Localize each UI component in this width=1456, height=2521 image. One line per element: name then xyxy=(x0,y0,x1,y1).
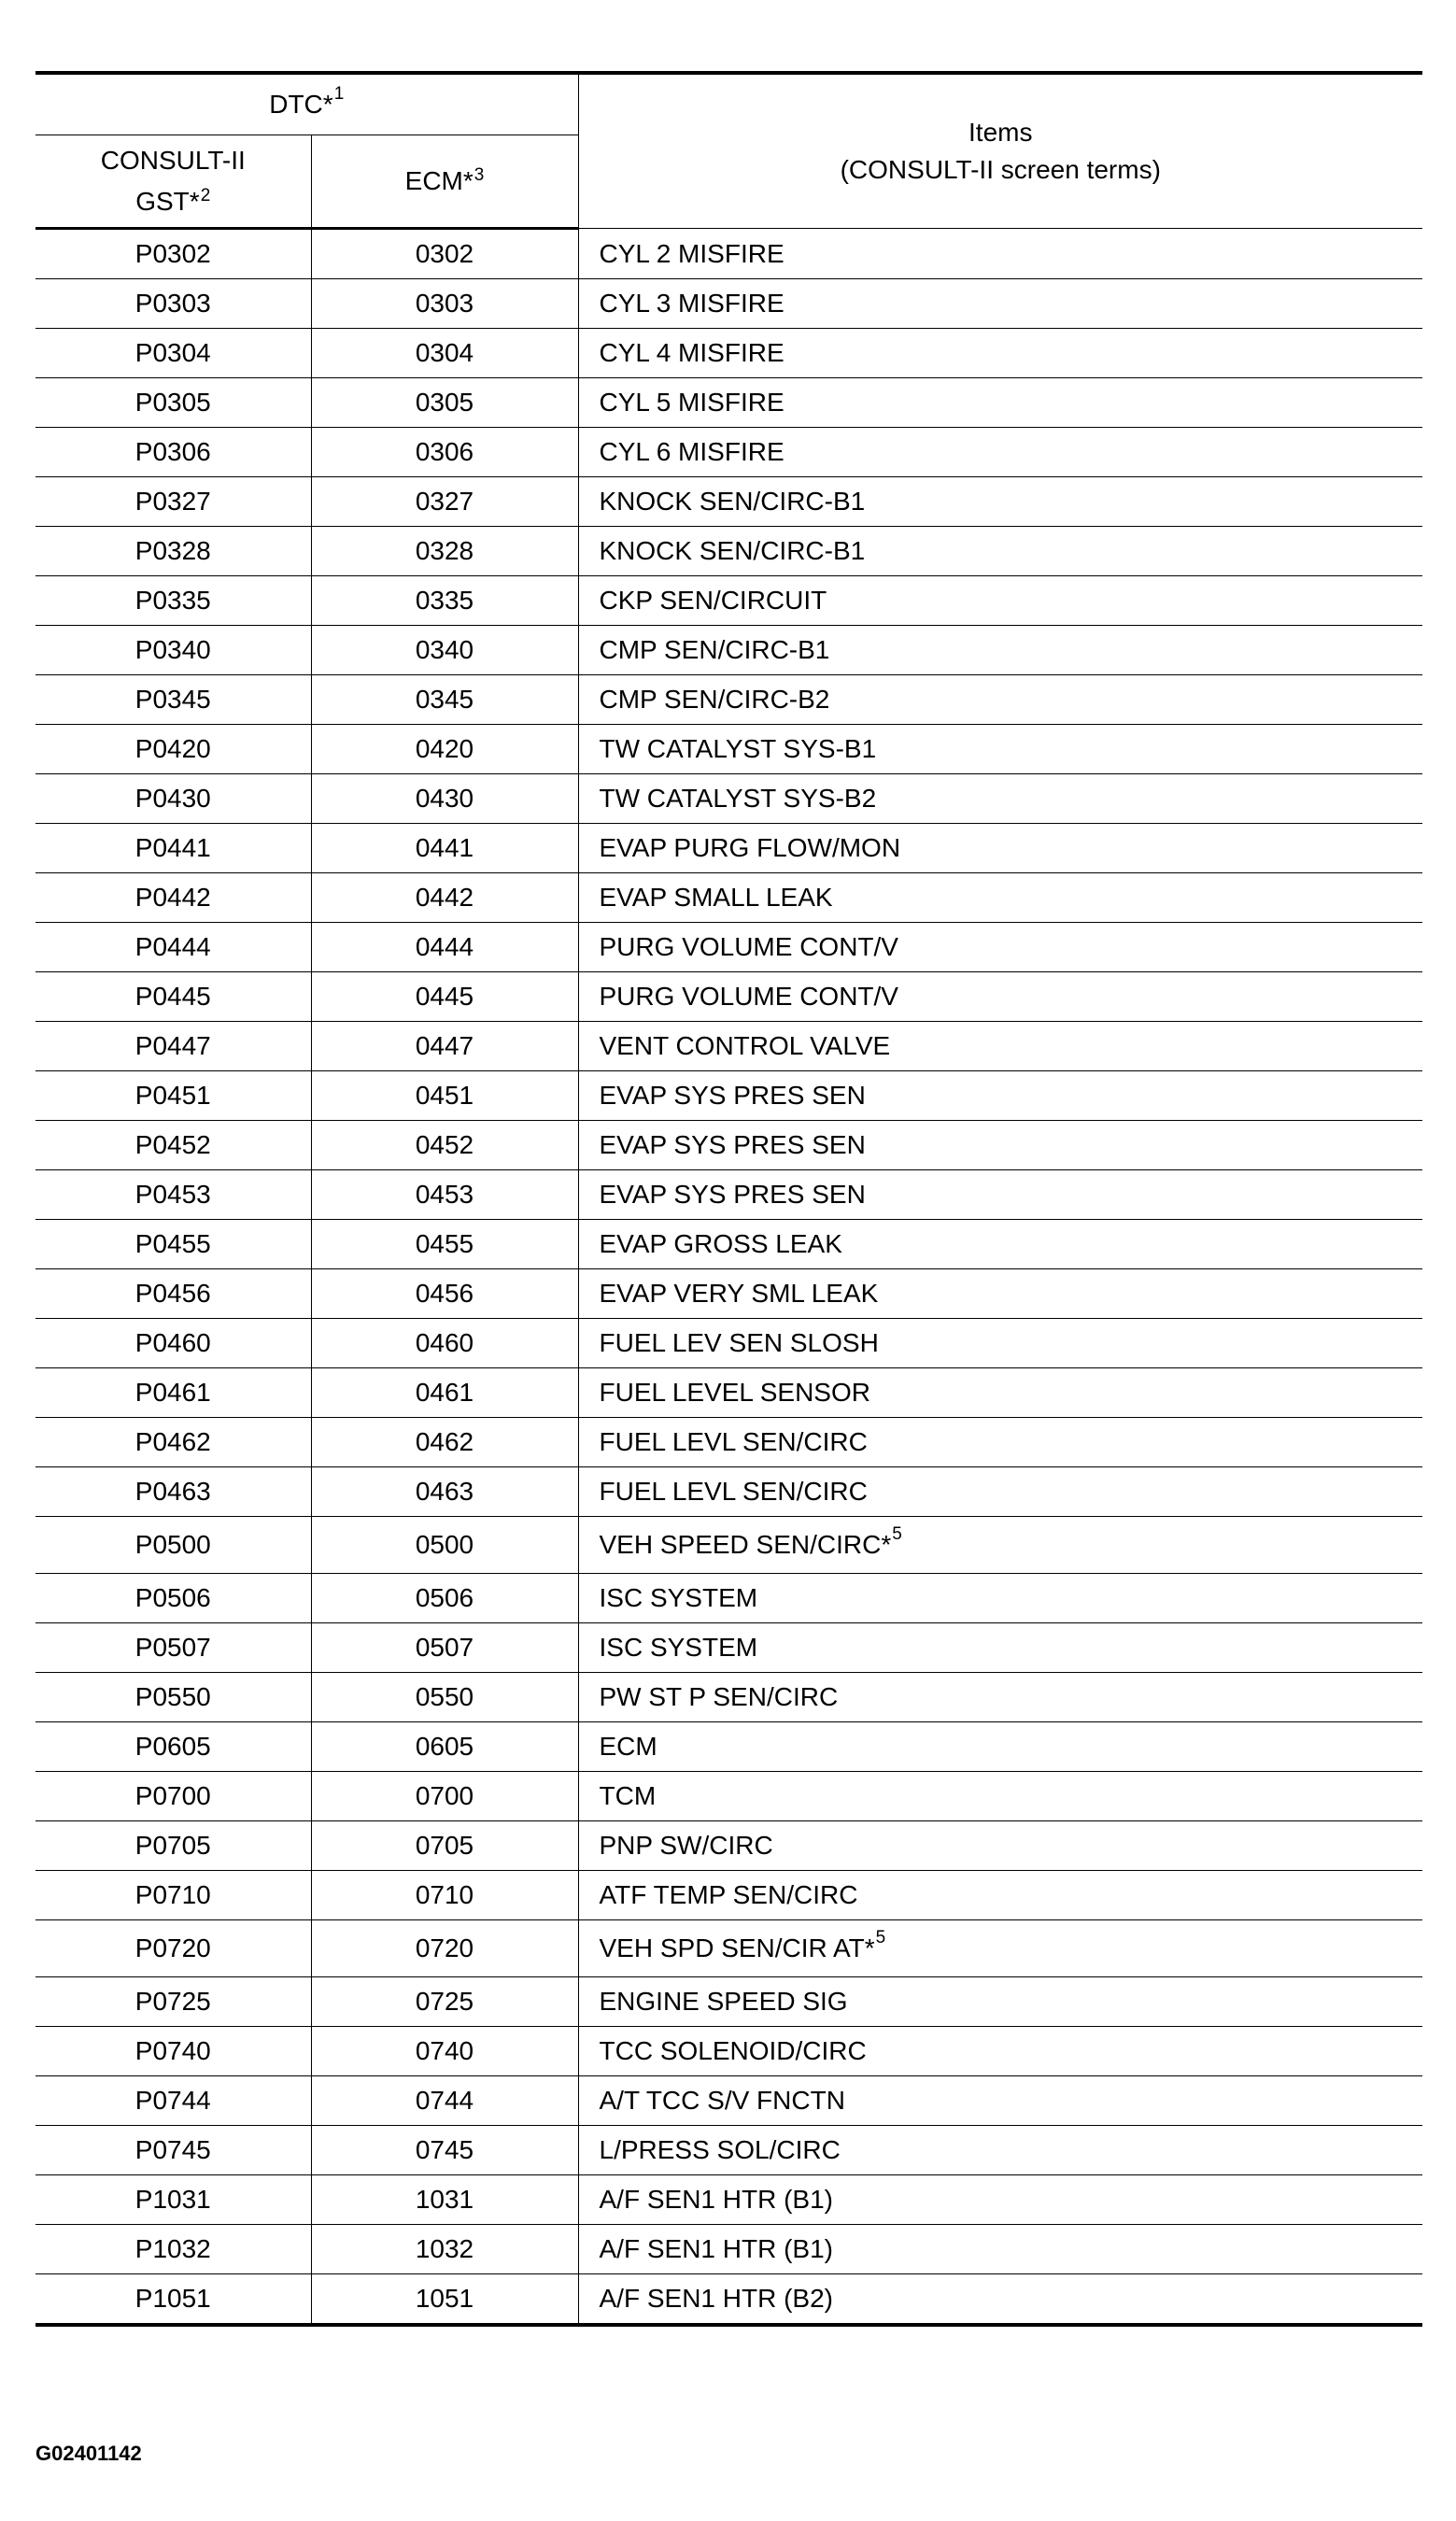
item-cell xyxy=(578,576,1422,626)
item-label: CYL 4 MISFIRE xyxy=(599,338,785,367)
ecm-code-cell: 0327 xyxy=(311,477,578,527)
item-label: KNOCK SEN/CIRC-B1 xyxy=(599,536,866,565)
item-cell xyxy=(578,2225,1422,2274)
ecm-code-cell: 0550 xyxy=(311,1673,578,1722)
dtc-code-cell: P0456 xyxy=(35,1269,311,1319)
dtc-code-cell: P0720 xyxy=(35,1920,311,1977)
dtc-code-cell: P0328 xyxy=(35,527,311,576)
item-label: ENGINE SPEED SIG xyxy=(599,1987,848,2016)
dtc-code-cell: P0444 xyxy=(35,923,311,972)
ecm-code-cell: 0328 xyxy=(311,527,578,576)
ecm-header-footnote: 3 xyxy=(474,165,485,185)
ecm-code-cell: 0700 xyxy=(311,1772,578,1821)
table-row xyxy=(35,1418,1422,1467)
table-row xyxy=(35,428,1422,477)
ecm-code-cell: 0455 xyxy=(311,1220,578,1269)
item-cell xyxy=(578,774,1422,824)
dtc-code-cell: P0705 xyxy=(35,1821,311,1871)
item-label: CKP SEN/CIRCUIT xyxy=(599,586,827,615)
table-row xyxy=(35,1920,1422,1977)
ecm-code-cell: 0460 xyxy=(311,1319,578,1368)
item-cell xyxy=(578,725,1422,774)
dtc-code-cell: P1051 xyxy=(35,2274,311,2326)
dtc-code-cell: P0725 xyxy=(35,1977,311,2027)
table-row xyxy=(35,774,1422,824)
table-row xyxy=(35,725,1422,774)
item-label: VENT CONTROL VALVE xyxy=(599,1031,891,1060)
table-row xyxy=(35,1121,1422,1170)
table-row xyxy=(35,1269,1422,1319)
dtc-code-cell: P0340 xyxy=(35,626,311,675)
item-cell xyxy=(578,2274,1422,2326)
item-label: EVAP SMALL LEAK xyxy=(599,883,833,912)
ecm-code-cell: 1031 xyxy=(311,2175,578,2225)
item-label: EVAP PURG FLOW/MON xyxy=(599,833,901,862)
item-cell xyxy=(578,428,1422,477)
item-cell xyxy=(578,1022,1422,1071)
ecm-code-cell: 0461 xyxy=(311,1368,578,1418)
item-label: FUEL LEVL SEN/CIRC xyxy=(599,1477,868,1506)
table-row xyxy=(35,378,1422,428)
item-cell xyxy=(578,2076,1422,2126)
item-cell xyxy=(578,1467,1422,1517)
dtc-code-cell: P0460 xyxy=(35,1319,311,1368)
dtc-code-cell: P0441 xyxy=(35,824,311,873)
item-cell xyxy=(578,1574,1422,1623)
ecm-header xyxy=(311,135,578,229)
item-label: EVAP SYS PRES SEN xyxy=(599,1081,866,1110)
table-row xyxy=(35,329,1422,378)
table-row xyxy=(35,2225,1422,2274)
item-label: A/F SEN1 HTR (B1) xyxy=(599,2185,833,2214)
item-label: EVAP SYS PRES SEN xyxy=(599,1180,866,1209)
item-cell xyxy=(578,1121,1422,1170)
dtc-code-cell: P0710 xyxy=(35,1871,311,1920)
item-cell xyxy=(578,1920,1422,1977)
ecm-code-cell: 0335 xyxy=(311,576,578,626)
item-cell xyxy=(578,477,1422,527)
table-row xyxy=(35,1517,1422,1574)
dtc-code-cell: P0700 xyxy=(35,1772,311,1821)
ecm-code-cell: 0345 xyxy=(311,675,578,725)
ecm-code-cell: 0441 xyxy=(311,824,578,873)
item-label: EVAP VERY SML LEAK xyxy=(599,1279,879,1308)
item-cell xyxy=(578,1977,1422,2027)
item-cell xyxy=(578,1517,1422,1574)
dtc-code-cell: P0500 xyxy=(35,1517,311,1574)
item-label: CYL 3 MISFIRE xyxy=(599,289,785,318)
ecm-code-cell: 0302 xyxy=(311,229,578,279)
dtc-code-cell: P0463 xyxy=(35,1467,311,1517)
gst-header-footnote: 2 xyxy=(200,186,211,205)
ecm-code-cell: 0304 xyxy=(311,329,578,378)
item-cell xyxy=(578,824,1422,873)
dtc-code-cell: P0550 xyxy=(35,1673,311,1722)
table-row xyxy=(35,675,1422,725)
figure-id: G02401142 xyxy=(35,2442,142,2465)
table-row xyxy=(35,1220,1422,1269)
dtc-code-cell: P1031 xyxy=(35,2175,311,2225)
item-label: TW CATALYST SYS-B1 xyxy=(599,734,877,763)
item-cell xyxy=(578,378,1422,428)
item-cell xyxy=(578,279,1422,329)
item-cell xyxy=(578,2175,1422,2225)
ecm-code-cell: 0430 xyxy=(311,774,578,824)
item-footnote: 5 xyxy=(875,1928,886,1947)
ecm-code-cell: 0456 xyxy=(311,1269,578,1319)
item-label: EVAP GROSS LEAK xyxy=(599,1229,842,1258)
item-label: TCM xyxy=(599,1781,657,1810)
item-label: FUEL LEVL SEN/CIRC xyxy=(599,1427,868,1456)
dtc-code-cell: P0442 xyxy=(35,873,311,923)
ecm-code-cell: 0744 xyxy=(311,2076,578,2126)
table-row xyxy=(35,1623,1422,1673)
item-cell xyxy=(578,972,1422,1022)
dtc-table xyxy=(35,71,1422,2327)
table-row xyxy=(35,1071,1422,1121)
item-label: A/T TCC S/V FNCTN xyxy=(599,2086,845,2115)
ecm-code-cell: 0420 xyxy=(311,725,578,774)
dtc-code-cell: P0304 xyxy=(35,329,311,378)
table-row xyxy=(35,527,1422,576)
item-label: ISC SYSTEM xyxy=(599,1583,758,1612)
item-cell xyxy=(578,675,1422,725)
item-cell xyxy=(578,1269,1422,1319)
dtc-code-cell: P0430 xyxy=(35,774,311,824)
table-row xyxy=(35,2076,1422,2126)
table-row xyxy=(35,1574,1422,1623)
dtc-code-cell: P0305 xyxy=(35,378,311,428)
table-row xyxy=(35,576,1422,626)
table-row xyxy=(35,626,1422,675)
item-label: PURG VOLUME CONT/V xyxy=(599,932,898,961)
table-row xyxy=(35,1170,1422,1220)
ecm-code-cell: 0500 xyxy=(311,1517,578,1574)
dtc-code-cell: P0744 xyxy=(35,2076,311,2126)
ecm-code-cell: 0463 xyxy=(311,1467,578,1517)
dtc-code-cell: P0327 xyxy=(35,477,311,527)
item-label: ISC SYSTEM xyxy=(599,1633,758,1662)
item-label: A/F SEN1 HTR (B2) xyxy=(599,2284,833,2313)
dtc-code-cell: P0462 xyxy=(35,1418,311,1467)
dtc-header-footnote: 1 xyxy=(333,84,345,104)
item-label: PURG VOLUME CONT/V xyxy=(599,982,898,1011)
item-label: CMP SEN/CIRC-B2 xyxy=(599,685,830,714)
item-cell xyxy=(578,1821,1422,1871)
dtc-code-cell: P0455 xyxy=(35,1220,311,1269)
table-row xyxy=(35,1467,1422,1517)
dtc-header-label: DTC* xyxy=(269,90,333,119)
ecm-code-cell: 0507 xyxy=(311,1623,578,1673)
item-cell xyxy=(578,1418,1422,1467)
dtc-code-cell: P0451 xyxy=(35,1071,311,1121)
item-label: CYL 2 MISFIRE xyxy=(599,238,785,268)
item-label: VEH SPEED SEN/CIRC* xyxy=(599,1530,892,1559)
items-header xyxy=(578,73,1422,229)
consult-header-label: CONSULT-II xyxy=(100,146,246,175)
item-cell xyxy=(578,626,1422,675)
item-label: TCC SOLENOID/CIRC xyxy=(599,2036,867,2065)
table-row xyxy=(35,1871,1422,1920)
item-cell xyxy=(578,1170,1422,1220)
item-label: FUEL LEVEL SENSOR xyxy=(599,1378,870,1407)
dtc-code-cell: P0506 xyxy=(35,1574,311,1623)
item-cell xyxy=(578,1071,1422,1121)
item-label: TW CATALYST SYS-B2 xyxy=(599,784,877,813)
dtc-code-cell: P0745 xyxy=(35,2126,311,2175)
dtc-code-cell: P0605 xyxy=(35,1722,311,1772)
dtc-code-cell: P0740 xyxy=(35,2027,311,2076)
item-label: VEH SPD SEN/CIR AT* xyxy=(599,1933,875,1962)
item-cell xyxy=(578,2126,1422,2175)
table-row xyxy=(35,2126,1422,2175)
item-label: KNOCK SEN/CIRC-B1 xyxy=(599,487,866,516)
item-label: FUEL LEV SEN SLOSH xyxy=(599,1328,879,1357)
item-cell xyxy=(578,1220,1422,1269)
ecm-code-cell: 0452 xyxy=(311,1121,578,1170)
table-row xyxy=(35,824,1422,873)
item-label: PNP SW/CIRC xyxy=(599,1831,773,1860)
ecm-header-label: ECM* xyxy=(404,166,474,195)
table-header xyxy=(35,73,1422,229)
item-label: CMP SEN/CIRC-B1 xyxy=(599,635,830,664)
table-row xyxy=(35,2027,1422,2076)
dtc-code-cell: P0345 xyxy=(35,675,311,725)
item-cell xyxy=(578,527,1422,576)
dtc-code-cell: P0453 xyxy=(35,1170,311,1220)
table-row xyxy=(35,1772,1422,1821)
ecm-code-cell: 0745 xyxy=(311,2126,578,2175)
ecm-code-cell: 0720 xyxy=(311,1920,578,1977)
dtc-code-cell: P0452 xyxy=(35,1121,311,1170)
table-row xyxy=(35,1319,1422,1368)
table-row xyxy=(35,1722,1422,1772)
dtc-code-cell: P0420 xyxy=(35,725,311,774)
item-cell xyxy=(578,1772,1422,1821)
ecm-code-cell: 0444 xyxy=(311,923,578,972)
ecm-code-cell: 0303 xyxy=(311,279,578,329)
item-label: ECM xyxy=(599,1732,657,1761)
ecm-code-cell: 0442 xyxy=(311,873,578,923)
item-label: CYL 6 MISFIRE xyxy=(599,437,785,466)
item-cell xyxy=(578,1623,1422,1673)
ecm-code-cell: 0453 xyxy=(311,1170,578,1220)
table-row xyxy=(35,2274,1422,2326)
table-row xyxy=(35,923,1422,972)
table-row xyxy=(35,972,1422,1022)
ecm-code-cell: 0462 xyxy=(311,1418,578,1467)
item-cell xyxy=(578,1871,1422,1920)
dtc-code-cell: P0447 xyxy=(35,1022,311,1071)
item-cell xyxy=(578,1673,1422,1722)
item-cell xyxy=(578,923,1422,972)
item-label: L/PRESS SOL/CIRC xyxy=(599,2135,841,2164)
ecm-code-cell: 0740 xyxy=(311,2027,578,2076)
item-cell xyxy=(578,873,1422,923)
table-row xyxy=(35,1022,1422,1071)
dtc-code-cell: P0507 xyxy=(35,1623,311,1673)
item-cell xyxy=(578,2027,1422,2076)
ecm-code-cell: 0340 xyxy=(311,626,578,675)
table-body xyxy=(35,229,1422,2326)
item-cell xyxy=(578,1722,1422,1772)
item-label: ATF TEMP SEN/CIRC xyxy=(599,1880,858,1909)
table-row xyxy=(35,229,1422,279)
items-header-subtitle: (CONSULT-II screen terms) xyxy=(840,155,1161,184)
dtc-code-cell: P0303 xyxy=(35,279,311,329)
table-row xyxy=(35,1673,1422,1722)
gst-header-label: GST* xyxy=(135,187,200,216)
table-row xyxy=(35,477,1422,527)
items-header-title: Items xyxy=(968,118,1033,147)
dtc-code-cell: P0302 xyxy=(35,229,311,279)
dtc-header xyxy=(35,73,578,135)
item-label: EVAP SYS PRES SEN xyxy=(599,1130,866,1159)
ecm-code-cell: 0605 xyxy=(311,1722,578,1772)
table-row xyxy=(35,873,1422,923)
dtc-code-cell: P0306 xyxy=(35,428,311,477)
table-row xyxy=(35,2175,1422,2225)
ecm-code-cell: 0725 xyxy=(311,1977,578,2027)
ecm-code-cell: 1032 xyxy=(311,2225,578,2274)
table-row xyxy=(35,1821,1422,1871)
consult-gst-header xyxy=(35,135,311,229)
dtc-code-cell: P1032 xyxy=(35,2225,311,2274)
dtc-code-cell: P0335 xyxy=(35,576,311,626)
item-cell xyxy=(578,1319,1422,1368)
ecm-code-cell: 0447 xyxy=(311,1022,578,1071)
dtc-code-cell: P0461 xyxy=(35,1368,311,1418)
item-cell xyxy=(578,1368,1422,1418)
table-row xyxy=(35,279,1422,329)
item-label: CYL 5 MISFIRE xyxy=(599,388,785,417)
item-footnote: 5 xyxy=(892,1524,902,1544)
table-row xyxy=(35,1368,1422,1418)
ecm-code-cell: 1051 xyxy=(311,2274,578,2326)
ecm-code-cell: 0710 xyxy=(311,1871,578,1920)
dtc-code-cell: P0445 xyxy=(35,972,311,1022)
ecm-code-cell: 0445 xyxy=(311,972,578,1022)
table-row xyxy=(35,1977,1422,2027)
ecm-code-cell: 0506 xyxy=(311,1574,578,1623)
ecm-code-cell: 0451 xyxy=(311,1071,578,1121)
ecm-code-cell: 0305 xyxy=(311,378,578,428)
ecm-code-cell: 0306 xyxy=(311,428,578,477)
item-cell xyxy=(578,329,1422,378)
ecm-code-cell: 0705 xyxy=(311,1821,578,1871)
item-label: A/F SEN1 HTR (B1) xyxy=(599,2234,833,2263)
item-cell xyxy=(578,229,1422,279)
item-label: PW ST P SEN/CIRC xyxy=(599,1682,839,1711)
